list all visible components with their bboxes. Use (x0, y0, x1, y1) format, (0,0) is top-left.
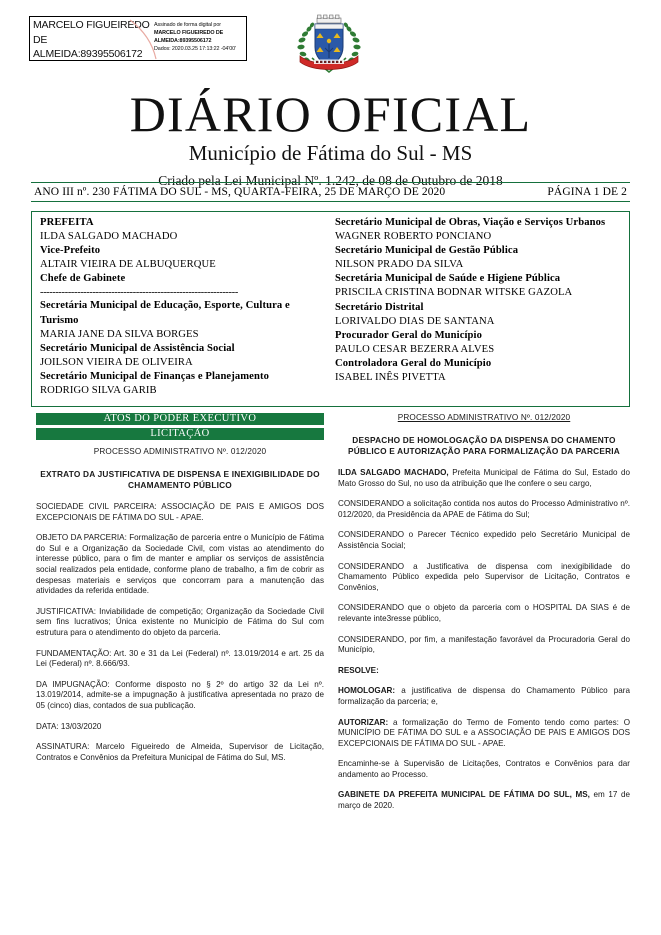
official-role: Secretário Municipal de Gestão Pública (335, 245, 519, 257)
official-role: Secretária Municipal de Saúde e Higiene Pública (335, 273, 561, 285)
right-process-line-text: PROCESSO ADMINISTRATIVO Nº. 012/2020 (397, 413, 571, 422)
official-role: Secretário Municipal de Obras, Viação e Serviços Urbanos (335, 217, 606, 228)
official-role: Chefe de Gabinete (40, 273, 126, 285)
official-role: Vice-Prefeito (40, 245, 101, 257)
paragraph-justificativa: JUSTIFICATIVA: Inviabilidade de competição; Organização da Sociedade Civil sem fins lucrativos; Única existente no Município de Fátima do Sul com estrutura para o atendimento do objeto da parceria. (36, 606, 324, 637)
officials-separator: ---------------------------------------------------------------- (40, 287, 238, 299)
official-name: ISABEL INÊS PIVETTA (335, 372, 446, 384)
paragraph-assinatura: ASSINATURA: Marcelo Figueiredo de Almeida, Supervisor de Licitação, Contratos e Convênios da Prefeitura Municipal de Fátima do Sul, MS. (36, 742, 324, 762)
official-entry (40, 299, 330, 341)
paragraph-resolve (338, 666, 630, 677)
gabinete-label: GABINETE DA PREFEITA MUNICIPAL DE FÁTIMA DO SUL, MS, (338, 790, 590, 800)
official-entry (40, 216, 330, 244)
paragraph-objeto-parceria: OBJETO DA PARCERIA: Formalização de parceria entre o Município de Fátima do Sul e a Organização da Sociedade Civil, com vistas ao atendimento do interesse público, para o fim de manter e ampliar os serviços de assistência social realizados pela entidade, conforme plano de trabalho, a fim de cobrir as despesas materiais e serviços que concorram para a manutenção das atividades da referida entidade. (36, 533, 324, 596)
official-role: Secretário Municipal de Finanças e Planejamento (40, 370, 270, 382)
official-role: Secretário Municipal de Assistência Social (40, 342, 235, 354)
signature-detail-line-1: Assinado de forma digital por (154, 22, 221, 28)
paragraph-considerando-4: CONSIDERANDO que o objeto da parceria com o HOSPITAL DA SIAS é de relevante inte3resse público, (338, 603, 630, 623)
signature-detail-line-2: MARCELO FIGUEIREDO DE (154, 30, 224, 36)
official-entry (335, 244, 625, 272)
officials-column-right (335, 216, 625, 385)
left-column (36, 447, 324, 773)
digital-signature-stamp (29, 16, 247, 61)
resolve-label: RESOLVE: (338, 665, 379, 675)
official-name: NILSON PRADO DA SILVA (335, 259, 464, 271)
paragraph-sociedade-civil: SOCIEDADE CIVIL PARCEIRA: ASSOCIAÇÃO DE PAIS E AMIGOS DOS EXCEPCIONAIS DE FÁTIMA DO SUL - APAE. (36, 502, 324, 522)
paragraph-considerando-5: CONSIDERANDO, por fim, a manifestação favorável da Procuradoria Geral do Município, (338, 634, 630, 655)
autorizar-label: AUTORIZAR: (338, 717, 389, 727)
banner-licitacao: LICITAÇÃO (36, 428, 324, 440)
mayor-name: ILDA SALGADO MACHADO, (338, 468, 449, 477)
paragraph-considerando-1: CONSIDERANDO a solicitação contida nos autos do Processo Administrativo nº. 012/2020, da Presidência da APAE de Fátima do Sul; (338, 499, 630, 519)
signature-detail-block (154, 21, 246, 53)
banner-atos-poder-executivo: ATOS DO PODER EXECUTIVO (36, 413, 324, 425)
paragraph-impugnacao: DA IMPUGNAÇÃO: Conforme disposto no § 2º do artigo 32 da Lei nº. 13.019/2014, admite-se a impugnação à justificativa apresentada no prazo de 05 (cinco) dias, contados de sua publicação. (36, 679, 324, 710)
issue-info-left: ANO III nº. 230 FÁTIMA DO SUL - MS, QUARTA-FEIRA, 25 DE MARÇO DE 2020 (34, 186, 446, 198)
official-entry (335, 272, 625, 300)
left-section-heading: EXTRATO DA JUSTIFICATIVA DE DISPENSA E INEXIGIBILIDADE DO CHAMAMENTO PÚBLICO (40, 468, 320, 490)
paragraph-gabinete (338, 790, 630, 811)
issue-info-bar (31, 182, 630, 202)
official-entry (40, 342, 330, 370)
paragraph-autorizar (338, 718, 630, 750)
official-name: PRISCILA CRISTINA BODNAR WITSKE GAZOLA (335, 287, 573, 299)
signature-name-line-3: ALMEIDA:89395506172 (33, 48, 143, 60)
official-entry (40, 244, 330, 272)
official-name: PAULO CESAR BEZERRA ALVES (335, 343, 495, 355)
right-process-line (338, 413, 630, 424)
homologar-text: a justificativa de dispensa do Chamamento Público para formalização da parceria; e, (338, 686, 630, 706)
official-role: Procurador Geral do Município (335, 329, 482, 341)
paragraph-fundamentacao: FUNDAMENTAÇÃO: Art. 30 e 31 da Lei (Federal) nº. 13.019/2014 e art. 25 da Lei (Federal) nº. 8.666/93. (36, 648, 324, 669)
paragraph-mayor-intro (338, 468, 630, 489)
left-process-line: PROCESSO ADMINISTRATIVO Nº. 012/2020 (93, 447, 267, 456)
coat-of-arms-icon (292, 14, 366, 84)
officials-column-left (40, 216, 330, 398)
signature-detail-line-3: ALMEIDA:89395506172 (154, 38, 212, 44)
paragraph-homologar (338, 686, 630, 707)
official-entry (40, 272, 330, 286)
masthead (0, 88, 661, 190)
official-name: RODRIGO SILVA GARIB (40, 385, 157, 397)
page-title: DIÁRIO OFICIAL (129, 86, 532, 142)
mayor-intro-rest: Prefeita Municipal de Fátima do Sul, Estado do Mato Grosso do Sul, no uso da atribuição que lhe confere o seu cargo, (338, 468, 630, 488)
official-name: LORIVALDO DIAS DE SANTANA (335, 315, 495, 327)
officials-box (31, 211, 630, 407)
paragraph-considerando-2: CONSIDERANDO o Parecer Técnico expedido pelo Secretário Municipal de Assistência Social; (338, 530, 630, 550)
official-entry (335, 357, 625, 385)
paragraph-data: DATA: 13/03/2020 (36, 721, 102, 731)
official-name: JOILSON VIEIRA DE OLIVEIRA (40, 356, 193, 368)
signature-name-line-2: DE (33, 33, 48, 46)
official-role: Controladora Geral do Município (335, 357, 492, 369)
official-name: ALTAIR VIEIRA DE ALBUQUERQUE (40, 259, 216, 271)
official-name: WAGNER ROBERTO PONCIANO (335, 231, 492, 243)
signature-name-block (33, 18, 153, 61)
paragraph-considerando-3: CONSIDERANDO a Justificativa de dispensa com inexigibilidade do Chamamento Público expedida pelo Supervisor de Licitação, Contratos e Convênios, (338, 561, 630, 592)
paragraph-encaminhe: Encaminhe-se à Supervisão de Licitações, Contratos e Convênios para dar andamento ao Processo. (338, 759, 630, 779)
official-role: Secretária Municipal de Educação, Esporte, Cultura e Turismo (40, 300, 290, 326)
right-section-heading: DESPACHO DE HOMOLOGAÇÃO DA DISPENSA DO CHAMENTO PÚBLICO E AUTORIZAÇÃO PARA FORMALIZAÇÃO DA PARCERIA (347, 434, 620, 456)
official-entry (335, 329, 625, 357)
masthead-subtitle: Município de Fátima do Sul - MS (188, 141, 473, 165)
official-entry (335, 216, 625, 244)
signature-detail-line-4: Dados: 2020.03.25 17:13:22 -04'00' (154, 46, 236, 52)
issue-page-number: PÁGINA 1 DE 2 (547, 186, 627, 198)
gabinete-date: em 17 de março de 2020. (338, 790, 631, 811)
official-role: Secretário Distrital (335, 301, 424, 313)
homologar-label: HOMOLOGAR: (338, 686, 396, 696)
autorizar-text: a formalização do Termo de Fomento tendo como partes: O MUNICÍPIO DE FÁTIMA DO SUL e a ASSOCIAÇÃO DE PAIS E AMIGOS DOS EXCEPCIONAIS DE FÁTIMA DO SUL - APAE. (338, 717, 630, 748)
official-role: PREFEITA (40, 217, 94, 228)
official-entry (40, 370, 330, 398)
official-name: MARIA JANE DA SILVA BORGES (40, 328, 199, 340)
masthead-law-line: Criado pela Lei Municipal Nº. 1.242, de 08 de Outubro de 2018 (158, 173, 503, 188)
official-entry (335, 301, 625, 329)
official-name: ILDA SALGADO MACHADO (40, 231, 178, 243)
signature-name-line-1: MARCELO FIGUEIREDO (33, 19, 150, 31)
right-column (338, 413, 630, 822)
